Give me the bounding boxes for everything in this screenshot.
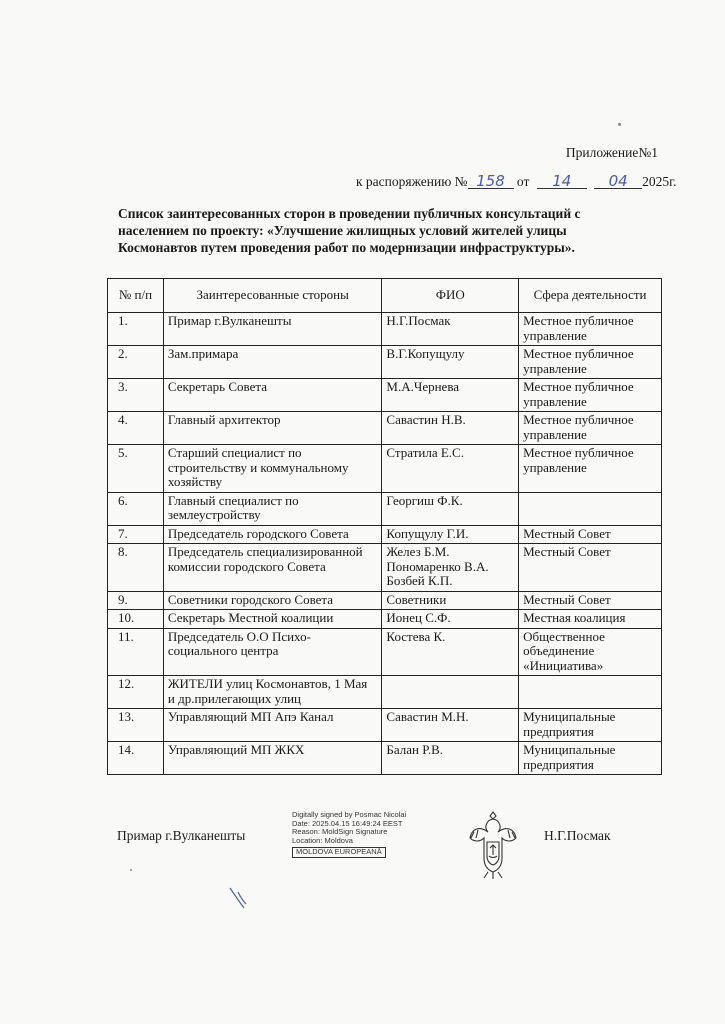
row-party: Советники городского Совета — [163, 591, 382, 610]
table-row — [108, 313, 662, 346]
row-number: 2. — [108, 346, 164, 379]
row-number: 10. — [108, 610, 164, 629]
order-number: 158 — [468, 174, 514, 189]
row-name: Н.Г.Посмак — [382, 313, 519, 346]
row-number: 9. — [108, 591, 164, 610]
row-number: 3. — [108, 379, 164, 412]
row-name — [382, 676, 519, 709]
row-party: Управляющий МП ЖКХ — [163, 742, 382, 775]
table-row — [108, 492, 662, 525]
speck — [130, 869, 132, 871]
row-sphere: Муниципальные предприятия — [519, 709, 662, 742]
table-row — [108, 346, 662, 379]
row-sphere: Местное публичное управление — [519, 412, 662, 445]
row-name: М.А.Чернева — [382, 379, 519, 412]
ink-mark — [228, 886, 248, 912]
table-row — [108, 379, 662, 412]
table-header-row — [108, 279, 662, 313]
digital-line: Date: 2025.04.15 16:49:24 EEST — [292, 818, 403, 828]
document-title: Список заинтересованных сторон в проведении публичных консультаций с населением по проекту: «Улучшение жилищных условий жителей улицы Космонавтов путем проведения работ по модернизации инфраструктуры». — [118, 206, 581, 255]
row-number: 12. — [108, 676, 164, 709]
row-sphere: Местное публичное управление — [519, 346, 662, 379]
row-sphere: Общественное объединение «Инициатива» — [519, 628, 662, 676]
signature-badge: MOLDOVA EUROPEANĂ — [292, 847, 386, 858]
order-year: 2025г. — [642, 174, 677, 189]
table-row — [108, 676, 662, 709]
header-sphere: Сфера деятельности — [519, 279, 662, 313]
order-reference — [356, 174, 677, 190]
moldova-coat-of-arms-icon — [466, 808, 520, 882]
digital-line: Location: Moldova — [292, 835, 353, 845]
row-party: Председатель О.О Психо-социального центра — [163, 628, 382, 676]
speck — [618, 123, 621, 126]
row-party: Главный специалист по землеустройству — [163, 492, 382, 525]
row-party: Председатель специализированной комиссии городского Совета — [163, 544, 382, 592]
row-number: 13. — [108, 709, 164, 742]
row-sphere: Местное публичное управление — [519, 313, 662, 346]
row-name: Ионец С.Ф. — [382, 610, 519, 629]
table-row — [108, 709, 662, 742]
row-party: Секретарь Местной коалиции — [163, 610, 382, 629]
row-name: Костева К. — [382, 628, 519, 676]
table-row — [108, 742, 662, 775]
row-name: Балан Р.В. — [382, 742, 519, 775]
digital-line: Reason: MoldSign Signature — [292, 827, 388, 836]
row-name: Желез Б.М. Пономаренко В.А. Бозбей К.П. — [382, 544, 519, 592]
row-party: Секретарь Совета — [163, 379, 382, 412]
row-number: 1. — [108, 313, 164, 346]
header-name: ФИО — [382, 279, 519, 313]
row-number: 14. — [108, 742, 164, 775]
row-number: 11. — [108, 628, 164, 676]
row-party: Председатель городского Совета — [163, 525, 382, 544]
order-prefix: к распоряжению № — [356, 174, 468, 189]
row-number: 4. — [108, 412, 164, 445]
row-number: 5. — [108, 445, 164, 493]
table-row — [108, 525, 662, 544]
row-name: Стратила Е.С. — [382, 445, 519, 493]
table-row — [108, 628, 662, 676]
row-sphere: Местное публичное управление — [519, 445, 662, 493]
stakeholders-table — [107, 278, 662, 775]
table-row — [108, 591, 662, 610]
signatory-name: Н.Г.Посмак — [544, 828, 611, 843]
row-name: Копущулу Г.И. — [382, 525, 519, 544]
order-month: 04 — [594, 174, 642, 189]
row-sphere — [519, 676, 662, 709]
appendix-label: Приложение№1 — [565, 145, 658, 160]
row-sphere — [519, 492, 662, 525]
row-sphere: Местная коалиция — [519, 610, 662, 629]
row-name: Советники — [382, 591, 519, 610]
order-day: 14 — [537, 174, 587, 189]
row-sphere: Местное публичное управление — [519, 379, 662, 412]
row-party: Зам.примара — [163, 346, 382, 379]
digital-signature — [292, 811, 406, 858]
row-party: Примар г.Вулканешты — [163, 313, 382, 346]
row-party: ЖИТЕЛИ улиц Космонавтов, 1 Мая и др.прилегающих улиц — [163, 676, 382, 709]
row-name: В.Г.Копущулу — [382, 346, 519, 379]
signature-position: Примар г.Вулканешты — [117, 828, 246, 843]
table-row — [108, 412, 662, 445]
table-row — [108, 610, 662, 629]
row-sphere: Местный Совет — [519, 544, 662, 592]
row-sphere: Местный Совет — [519, 591, 662, 610]
row-number: 6. — [108, 492, 164, 525]
row-name: Савастин М.Н. — [382, 709, 519, 742]
row-party: Старший специалист по строительству и коммунальному хозяйству — [163, 445, 382, 493]
row-number: 7. — [108, 525, 164, 544]
table-row — [108, 445, 662, 493]
header-number: № п/п — [108, 279, 164, 313]
header-party: Заинтересованные стороны — [163, 279, 382, 313]
table-row — [108, 544, 662, 592]
row-sphere: Муниципальные предприятия — [519, 742, 662, 775]
row-name: Георгиш Ф.К. — [382, 492, 519, 525]
row-name: Савастин Н.В. — [382, 412, 519, 445]
row-number: 8. — [108, 544, 164, 592]
digital-line: Digitally signed by Posmac Nicolai — [292, 810, 407, 819]
row-party: Главный архитектор — [163, 412, 382, 445]
order-from: от — [516, 174, 530, 189]
row-sphere: Местный Совет — [519, 525, 662, 544]
row-party: Управляющий МП Апэ Канал — [163, 709, 382, 742]
